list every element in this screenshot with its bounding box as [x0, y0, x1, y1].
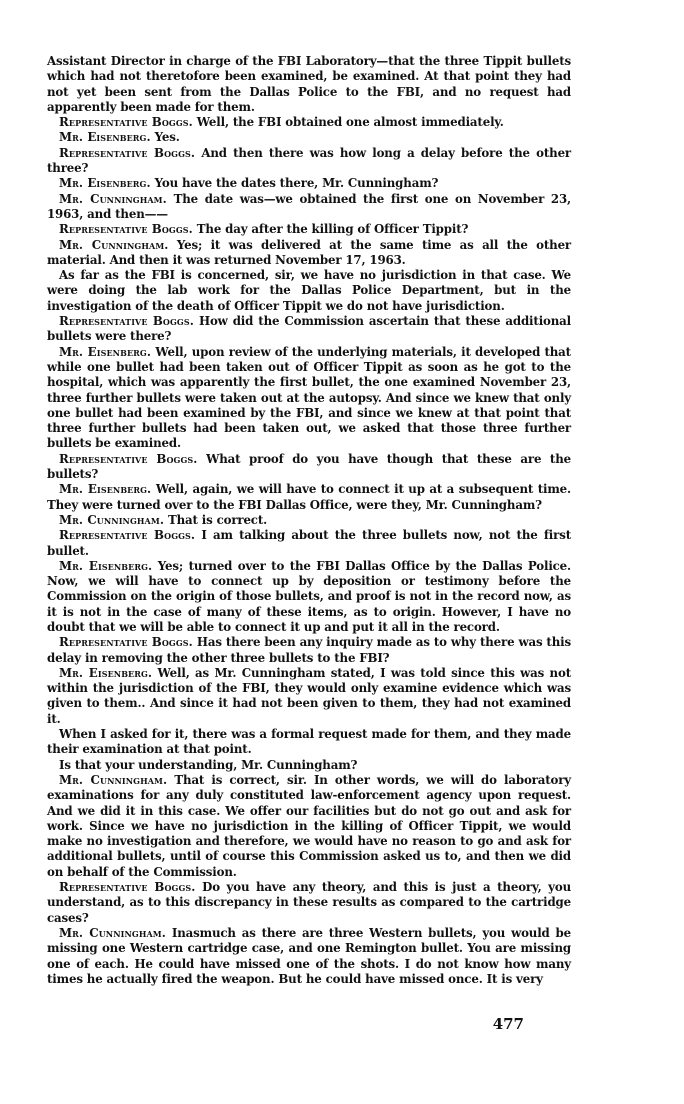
transcript-paragraph	[47, 559, 571, 635]
paragraph-text: As far as the FBI is concerned, sir, we have no jurisdiction in that case. We were doing the lab work for the Dallas Police Department, but in the investigation of the death of Officer Tippit we do not have jurisdiction.	[47, 268, 571, 313]
transcript-paragraph	[47, 758, 571, 773]
paragraph-text: You have the dates there, Mr. Cunningham?	[150, 176, 439, 191]
speaker-name: Mr. Eisenberg.	[59, 482, 152, 497]
paragraph-text: Assistant Director in charge of the FBI Laboratory—that the three Tippit bullets which had not theretofore been examined, be examined. At that point they had not yet been sent from the Dallas Police to the FBI, and no request had apparently been made for them.	[47, 54, 571, 114]
paragraph-text: That is correct, sir. In other words, we will do laboratory examinations for any duly constituted law-enforcement agency upon request. And we did it in this case. We offer our facilities but do not go out and ask for work. Since we have no jurisdiction in the killing of Officer Tippit, we would make no investigation and therefore, we would have no reason to go and ask for additional bullets, until of course this Commission asked us to, and then we did on behalf of the Commission.	[47, 772, 572, 879]
speaker-name: Representative Boggs.	[59, 635, 193, 650]
paragraph-text: Is that your understanding, Mr. Cunningham?	[59, 757, 358, 772]
paragraph-text: Yes.	[150, 130, 180, 145]
speaker-name: Representative Boggs.	[59, 145, 196, 160]
speaker-name: Mr. Eisenberg.	[59, 558, 153, 573]
transcript-paragraph	[47, 666, 571, 727]
speaker-name: Representative Boggs.	[59, 528, 196, 543]
transcript-paragraph	[47, 268, 571, 314]
transcript-paragraph	[47, 773, 571, 880]
paragraph-text: Yes; turned over to the FBI Dallas Office by the Dallas Police. Now, we will have to connect up by deposition or testimony before the Commission on the origin of those bullets, and proof is not in the record now, as it is not in the case of many of these items, as to origin. However, I have no doubt that we will be able to connect it up and put it all in the record.	[47, 558, 571, 634]
speaker-name: Mr. Eisenberg.	[59, 176, 151, 191]
transcript-paragraph	[47, 482, 571, 513]
paragraph-text: That is correct.	[164, 512, 268, 527]
page-number: 477	[492, 1015, 524, 1033]
speaker-name: Mr. Cunningham.	[59, 237, 169, 252]
paragraph-text: What proof do you have though that these are the bullets?	[47, 451, 571, 482]
transcript-paragraph	[47, 314, 571, 345]
speaker-name: Representative Boggs.	[59, 880, 196, 895]
speaker-name: Representative Boggs.	[59, 314, 194, 329]
transcript-paragraph	[47, 238, 571, 269]
paragraph-text: Inasmuch as there are three Western bullets, you would be missing one Western cartridge case, and one Remington bullet. You are missing one of each. He could have missed one of the shots. I do not know how many times he actually fired the weapon. But he could have missed once. It is very	[47, 925, 571, 986]
paragraph-text: Has there been any inquiry made as to why there was this delay in removing the other three bullets to the FBI?	[47, 635, 571, 665]
paragraph-text: Well, upon review of the underlying materials, it developed that while one bullet had been taken out of Officer Tippit as soon as he got to the hospital, which was apparently the first bullet, the one examined November 23, three further bullets were taken out at the autopsy. And since we knew that only one bullet had been examined by the FBI, and since we knew at that point that three further bullets had been taken out, we asked that those three further bullets be examined.	[47, 344, 571, 451]
transcript-paragraph	[47, 635, 571, 666]
speaker-name: Mr. Eisenberg.	[59, 344, 152, 359]
paragraph-text: Well, as Mr. Cunningham stated, I was told since this was not within the jurisdiction of the FBI, they would only examine evidence which was given to them.. And since it had not been given to them, they had not examined it.	[47, 665, 571, 726]
paragraph-text: Well, again, we will have to connect it up at a subsequent time. They were turned over to the FBI Dallas Office, were they, Mr. Cunningham?	[47, 482, 571, 512]
speaker-name: Mr. Cunningham.	[59, 191, 167, 206]
transcript-paragraph	[47, 513, 571, 528]
transcript-paragraph	[47, 146, 571, 177]
paragraph-text: The date was—we obtained the first one on November 23, 1963, and then——	[47, 191, 571, 221]
transcript-paragraph	[47, 926, 571, 987]
speaker-name: Representative Boggs.	[59, 115, 193, 130]
transcript-paragraph	[47, 222, 571, 237]
transcript-paragraph	[47, 130, 571, 145]
transcript-paragraph	[47, 727, 571, 758]
speaker-name: Mr. Eisenberg.	[59, 665, 153, 680]
transcript-paragraph	[47, 345, 571, 452]
speaker-name: Representative Boggs.	[59, 222, 193, 237]
speaker-name: Representative Boggs.	[59, 451, 198, 466]
paragraph-text: And then there was how long a delay before the other three?	[47, 145, 571, 176]
speaker-name: Mr. Cunningham.	[59, 925, 166, 940]
transcript-paragraph	[47, 192, 571, 223]
paragraph-text: How did the Commission ascertain that these additional bullets were there?	[47, 314, 571, 344]
paragraph-text: I am talking about the three bullets now, not the first bullet.	[47, 528, 571, 558]
speaker-name: Mr. Eisenberg.	[59, 130, 151, 145]
paragraph-text: Do you have any theory, and this is just a theory, you understand, as to this discrepancy in these results as compared to the cartridge cases?	[47, 880, 571, 925]
paragraph-text: Well, the FBI obtained one almost immediately.	[192, 115, 504, 130]
speaker-name: Mr. Cunningham.	[59, 512, 165, 527]
transcript-body	[47, 54, 571, 987]
paragraph-text: When I asked for it, there was a formal request made for them, and they made their examination at that point.	[47, 727, 571, 757]
transcript-paragraph	[47, 54, 571, 115]
transcript-paragraph	[47, 880, 571, 926]
paragraph-text: Yes; it was delivered at the same time as all the other material. And then it was returned November 17, 1963.	[47, 237, 571, 267]
paragraph-text: The day after the killing of Officer Tippit?	[192, 222, 469, 237]
transcript-paragraph	[47, 115, 571, 130]
speaker-name: Mr. Cunningham.	[59, 772, 168, 787]
transcript-paragraph	[47, 452, 571, 483]
transcript-paragraph	[47, 176, 571, 191]
transcript-paragraph	[47, 528, 571, 559]
